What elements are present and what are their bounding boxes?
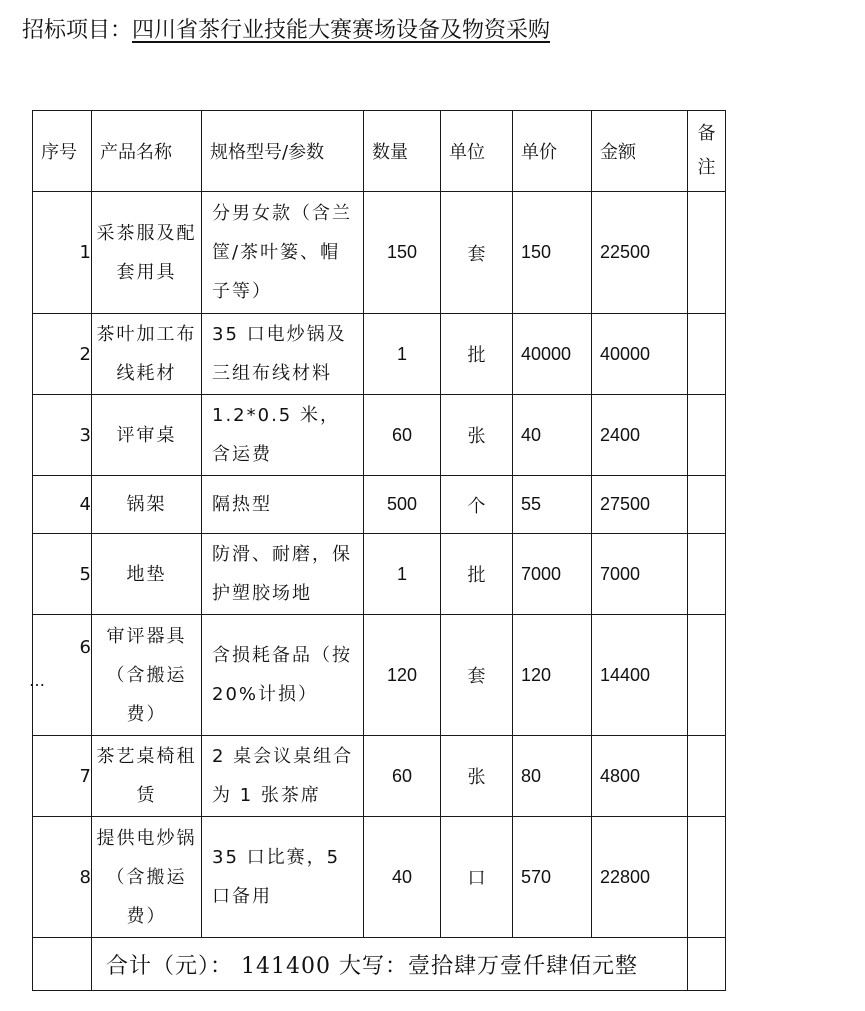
- cell-seq: 8: [33, 817, 92, 938]
- total-note-cell: [688, 938, 726, 991]
- cell-amount: 4800: [592, 736, 688, 817]
- cell-spec: 含损耗备品（按20%计损）: [202, 615, 364, 736]
- cell-spec: 2 桌会议桌组合为 1 张茶席: [202, 736, 364, 817]
- cell-price: 150: [513, 192, 592, 314]
- cell-price: 40000: [513, 314, 592, 395]
- total-amount-text: 合计（元）： 141400 大写：壹拾肆万壹仟肆佰元整: [92, 938, 688, 991]
- col-header-note-line2: 注: [697, 157, 716, 178]
- cell-note: [688, 395, 726, 476]
- cell-unit: 口: [441, 817, 513, 938]
- cell-price: 7000: [513, 534, 592, 615]
- table-row: [33, 736, 726, 817]
- cell-qty: 60: [364, 395, 441, 476]
- cell-amount: 22500: [592, 192, 688, 314]
- cell-seq: 2: [33, 314, 92, 395]
- cell-price: 40: [513, 395, 592, 476]
- cell-qty: 500: [364, 476, 441, 534]
- cell-spec: 35 口比赛，5 口备用: [202, 817, 364, 938]
- cell-unit: 张: [441, 395, 513, 476]
- procurement-table: [29, 110, 726, 991]
- cell-price: 80: [513, 736, 592, 817]
- cell-price: 120: [513, 615, 592, 736]
- table-row: [33, 314, 726, 395]
- cell-unit: 批: [441, 314, 513, 395]
- document-title: [22, 16, 550, 46]
- table-row: [33, 817, 726, 938]
- cell-qty: 60: [364, 736, 441, 817]
- cell-note: [688, 476, 726, 534]
- cell-product-name: 地垫: [92, 534, 202, 615]
- cell-spec: 1.2*0.5 米，含运费: [202, 395, 364, 476]
- cell-amount: 2400: [592, 395, 688, 476]
- col-header-name: 产品名称: [92, 111, 202, 192]
- cell-seq-ellipsis: …: [29, 671, 45, 690]
- cell-amount: 22800: [592, 817, 688, 938]
- cell-unit: 批: [441, 534, 513, 615]
- cell-qty: 1: [364, 314, 441, 395]
- table-row: [33, 192, 726, 314]
- cell-unit: 套: [441, 192, 513, 314]
- cell-price: 55: [513, 476, 592, 534]
- cell-price: 570: [513, 817, 592, 938]
- cell-note: [688, 534, 726, 615]
- cell-qty: 120: [364, 615, 441, 736]
- cell-amount: 14400: [592, 615, 688, 736]
- total-row: [33, 938, 726, 991]
- col-header-seq: 序号: [33, 111, 92, 192]
- cell-spec: 隔热型: [202, 476, 364, 534]
- cell-seq: 7: [33, 736, 92, 817]
- cell-seq: 3: [33, 395, 92, 476]
- col-header-spec: 规格型号/参数: [202, 111, 364, 192]
- cell-seq: 1: [33, 192, 92, 314]
- title-label: 招标项目：: [22, 18, 133, 43]
- col-header-qty: 数量: [364, 111, 441, 192]
- cell-note: [688, 192, 726, 314]
- cell-note: [688, 314, 726, 395]
- col-header-amount: 金额: [592, 111, 688, 192]
- cell-seq-number: 6: [79, 637, 91, 658]
- table-row: [33, 395, 726, 476]
- cell-product-name: 评审桌: [92, 395, 202, 476]
- cell-seq: 4: [33, 476, 92, 534]
- cell-unit: 套: [441, 615, 513, 736]
- cell-qty: 150: [364, 192, 441, 314]
- cell-product-name: 审评器具（含搬运费）: [92, 615, 202, 736]
- cell-spec: 35 口电炒锅及三组布线材料: [202, 314, 364, 395]
- cell-note: [688, 817, 726, 938]
- cell-product-name: 茶艺桌椅租赁: [92, 736, 202, 817]
- cell-spec: 分男女款（含兰筐/茶叶篓、帽子等）: [202, 192, 364, 314]
- table-row: [33, 534, 726, 615]
- cell-qty: 1: [364, 534, 441, 615]
- col-header-note-line1: 备: [697, 123, 716, 144]
- cell-amount: 27500: [592, 476, 688, 534]
- cell-product-name: 提供电炒锅（含搬运费）: [92, 817, 202, 938]
- table-header-row: [33, 111, 726, 192]
- table-row: [33, 476, 726, 534]
- col-header-price: 单价: [513, 111, 592, 192]
- col-header-note: [688, 111, 726, 192]
- cell-unit: 个: [441, 476, 513, 534]
- cell-note: [688, 736, 726, 817]
- cell-spec: 防滑、耐磨，保护塑胶场地: [202, 534, 364, 615]
- cell-seq: [29, 615, 92, 736]
- cell-note: [688, 615, 726, 736]
- cell-seq: 5: [33, 534, 92, 615]
- cell-unit: 张: [441, 736, 513, 817]
- cell-product-name: 采茶服及配套用具: [92, 192, 202, 314]
- cell-qty: 40: [364, 817, 441, 938]
- total-seq-cell: [33, 938, 92, 991]
- col-header-unit: 单位: [441, 111, 513, 192]
- project-name: 四川省茶行业技能大赛赛场设备及物资采购: [132, 18, 551, 43]
- table-row: [33, 615, 726, 736]
- cell-product-name: 锅架: [92, 476, 202, 534]
- cell-amount: 40000: [592, 314, 688, 395]
- cell-amount: 7000: [592, 534, 688, 615]
- cell-product-name: 茶叶加工布线耗材: [92, 314, 202, 395]
